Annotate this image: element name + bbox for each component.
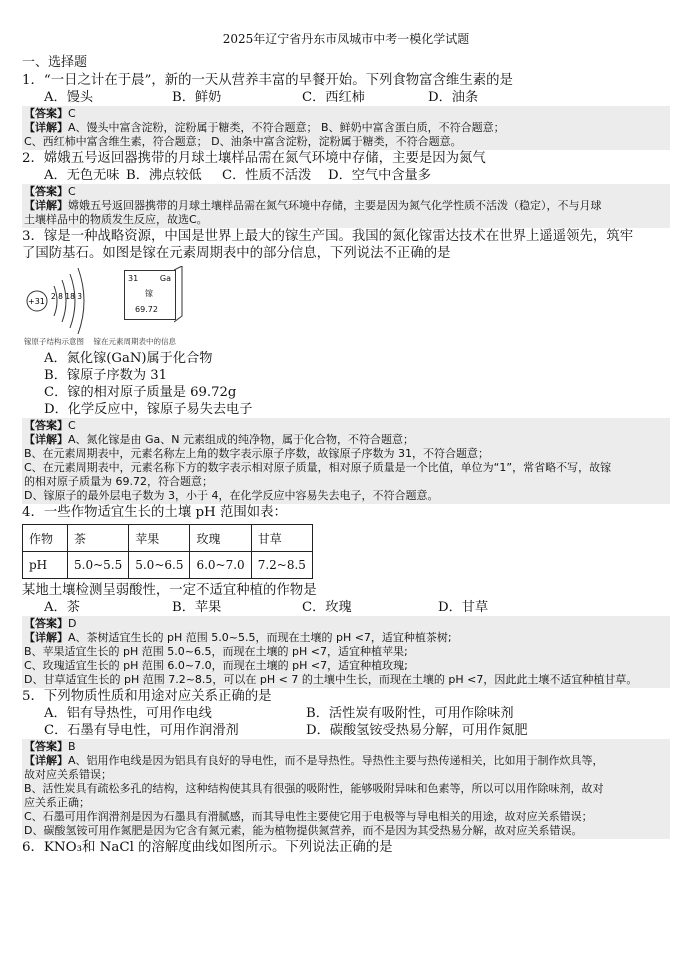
atom-structure-diagram xyxy=(24,266,114,336)
answer-value: C xyxy=(68,419,76,432)
section-heading: 一、选择题 xyxy=(22,55,88,70)
page-title: 2025年辽宁省丹东市凤城市中考一模化学试题 xyxy=(222,32,470,46)
question-stem: 某地土壤检测呈弱酸性，一定不适宜种植的作物是 xyxy=(22,583,317,598)
option-b: B．鲜奶 xyxy=(172,90,222,105)
question-stem: 1．“一日之计在于晨”，新的一天从营养丰富的早餐开始。下列食物富含维生素的是 xyxy=(22,73,513,88)
option-c: C．石墨有导电性，可用作润滑剂 xyxy=(44,723,239,738)
answer-label: 【答案】 xyxy=(24,185,68,198)
exam-page xyxy=(22,22,670,856)
caption-table: 镓在元素周期表中的信息 xyxy=(93,337,177,346)
answer-block xyxy=(22,418,670,504)
option-c: C．玫瑰 xyxy=(302,600,352,615)
table-cell: 玫瑰 xyxy=(190,525,251,552)
option-b: B．苹果 xyxy=(172,600,222,615)
detail-line: A、茶树适宜生长的 pH 范围 5.0~5.5，而现在土壤的 pH <7，适宜种植茶树; xyxy=(68,631,452,644)
options xyxy=(22,722,670,739)
detail-line: D、碳酸氢铵可用作氮肥是因为它含有氮元素，能为植物提供氮营养，而不是因为其受热易分解，故对应关系错误。 xyxy=(24,824,583,837)
ph-table xyxy=(22,524,313,579)
shell-electrons: 2 8 18 3 xyxy=(51,292,83,301)
option-b: B．沸点较低 xyxy=(126,168,202,183)
detail-line: B、活性炭具有疏松多孔的结构，这种结构使其具有很强的吸附性，能够吸附异味和色素等，所以可以用作除味剂，故对 xyxy=(24,782,604,795)
question-3 xyxy=(22,228,670,504)
detail-line: C、石墨可用作润滑剂是因为石墨具有滑腻感，而其导电性主要使它用于电极等与导电相关的用途，故对应关系错误； xyxy=(24,810,593,823)
question-stem: 2．嫦娥五号返回器携带的月球土壤样品需在氮气环境中存储，主要是因为氮气 xyxy=(22,151,486,166)
table-cell: 5.0~6.5 xyxy=(129,552,190,579)
options xyxy=(22,599,670,616)
table-row xyxy=(23,525,313,552)
detail-line: 应关系正确； xyxy=(24,796,90,809)
question-5 xyxy=(22,688,670,839)
element-symbol: Ga xyxy=(159,274,171,283)
detail-label: 【详解】 xyxy=(24,631,68,644)
table-cell: 6.0~7.0 xyxy=(190,552,251,579)
detail-line: A、馒头中富含淀粉，淀粉属于糖类，不符合题意； B、鲜奶中富含蛋白质，不符合题意； xyxy=(68,121,505,134)
question-1 xyxy=(22,72,670,150)
detail-label: 【详解】 xyxy=(24,433,68,446)
table-cell: 茶 xyxy=(68,525,129,552)
option-a: A．馒头 xyxy=(44,90,94,105)
table-cell: pH xyxy=(23,552,68,579)
gallium-figure xyxy=(24,262,264,350)
detail-line: 嫦娥五号返回器携带的月球土壤样品需在氮气环境中存储，主要是因为氮气化学性质不活泼（稳定），不与月球 xyxy=(68,199,602,212)
option-a: A．无色无味 xyxy=(44,168,120,183)
detail-line: A、铝用作电线是因为铝具有良好的导电性，而不是导热性。导热性主要与热传递相关，比如用于制作炊具等， xyxy=(68,754,604,767)
option-c: C．镓的相对原子质量是 69.72g xyxy=(44,385,237,400)
option-b: B．活性炭有吸附性，可用作除味剂 xyxy=(306,706,514,721)
question-stem: 了国防基石。如图是镓在元素周期表中的部分信息，下列说法不正确的是 xyxy=(22,246,451,261)
detail-label: 【详解】 xyxy=(24,199,68,212)
answer-label: 【答案】 xyxy=(24,107,68,120)
table-cell: 甘草 xyxy=(251,525,312,552)
figure-caption xyxy=(24,336,176,347)
option-a: A．氮化镓(GaN)属于化合物 xyxy=(44,351,213,366)
detail-label: 【详解】 xyxy=(24,754,68,767)
option-d: D．甘草 xyxy=(438,600,489,615)
answer-block xyxy=(22,616,670,688)
option-c: C．性质不活泼 xyxy=(222,168,312,183)
caption-atom: 镓原子结构示意图 xyxy=(24,337,84,346)
element-name: 镓 xyxy=(145,289,153,298)
question-stem: 3．镓是一种战略资源，中国是世界上最大的镓生产国。我国的氮化镓雷达技术在世界上遥遥领先，筑牢 xyxy=(22,229,634,244)
options xyxy=(22,705,670,722)
detail-line: A、氮化镓是由 Ga、N 元素组成的纯净物，属于化合物，不符合题意； xyxy=(68,433,415,446)
option-d: D．碳酸氢铵受热易分解，可用作氮肥 xyxy=(306,723,528,738)
detail-line: B、在元素周期表中，元素名称左上角的数字表示原子序数，故镓原子序数为 31，不符合题意； xyxy=(24,447,490,460)
option-d: D．空气中含量多 xyxy=(328,168,431,183)
answer-label: 【答案】 xyxy=(24,419,68,432)
periodic-table-cell xyxy=(124,270,176,320)
detail-line: 土壤样品中的物质发生反应，故选C。 xyxy=(24,213,208,226)
table-cell: 5.0~5.5 xyxy=(68,552,129,579)
table-cell: 苹果 xyxy=(129,525,190,552)
options xyxy=(22,89,670,106)
options xyxy=(22,167,670,184)
detail-line: D、甘草适宜生长的 pH 范围 7.2~8.5，可以在 pH < 7 的土壤中生长，而现在土壤的 pH <7，因此此土壤不适宜种植甘草。 xyxy=(24,673,638,686)
answer-label: 【答案】 xyxy=(24,617,68,630)
answer-block xyxy=(22,184,670,228)
question-2 xyxy=(22,150,670,228)
answer-value: C xyxy=(68,185,76,198)
table-cell: 作物 xyxy=(23,525,68,552)
answer-value: D xyxy=(68,617,77,630)
atomic-number: 31 xyxy=(128,274,139,283)
detail-line: C、在元素周期表中，元素名称下方的数字表示相对原子质量，相对原子质量是一个比值，单位为“1”，常省略不写，故镓 xyxy=(24,461,612,474)
option-d: D．化学反应中，镓原子易失去电子 xyxy=(44,402,253,417)
question-stem: 5．下列物质性质和用途对应关系正确的是 xyxy=(22,689,272,704)
option-a: A．茶 xyxy=(44,600,80,615)
question-stem: 6．KNO₃和 NaCl 的溶解度曲线如图所示。下列说法正确的是 xyxy=(22,840,393,855)
question-6 xyxy=(22,839,670,856)
answer-value: C xyxy=(68,107,76,120)
cell-shadow xyxy=(174,266,186,324)
detail-line: C、玫瑰适宜生长的 pH 范围 6.0~7.0，而现在土壤的 pH <7，适宜种植玫瑰; xyxy=(24,659,408,672)
table-row xyxy=(23,552,313,579)
atomic-mass: 69.72 xyxy=(135,305,158,314)
answer-block xyxy=(22,739,670,839)
answer-value: B xyxy=(68,740,76,753)
detail-line: D、镓原子的最外层电子数为 3，小于 4，在化学反应中容易失去电子，不符合题意。 xyxy=(24,489,439,502)
detail-line: 故对应关系错误； xyxy=(24,768,112,781)
option-b: B．镓原子序数为 31 xyxy=(44,368,167,383)
option-a: A．铝有导热性，可用作电线 xyxy=(44,706,212,721)
question-stem: 4．一些作物适宜生长的土壤 pH 范围如表： xyxy=(22,505,287,520)
option-d: D．油条 xyxy=(428,90,479,105)
nucleus-charge: +31 xyxy=(28,297,45,306)
detail-line: 的相对原子质量为 69.72，符合题意； xyxy=(24,475,213,488)
table-cell: 7.2~8.5 xyxy=(251,552,312,579)
answer-label: 【答案】 xyxy=(24,740,68,753)
detail-line: C、西红柿中富含维生素，符合题意； D、油条中富含淀粉，淀粉属于糖类，不符合题意。 xyxy=(24,135,462,148)
detail-line: B、苹果适宜生长的 pH 范围 5.0~6.5，而现在土壤的 pH <7，适宜种植苹果; xyxy=(24,645,408,658)
answer-block xyxy=(22,106,670,150)
detail-label: 【详解】 xyxy=(24,121,68,134)
question-4 xyxy=(22,504,670,688)
option-c: C．西红柿 xyxy=(302,90,365,105)
